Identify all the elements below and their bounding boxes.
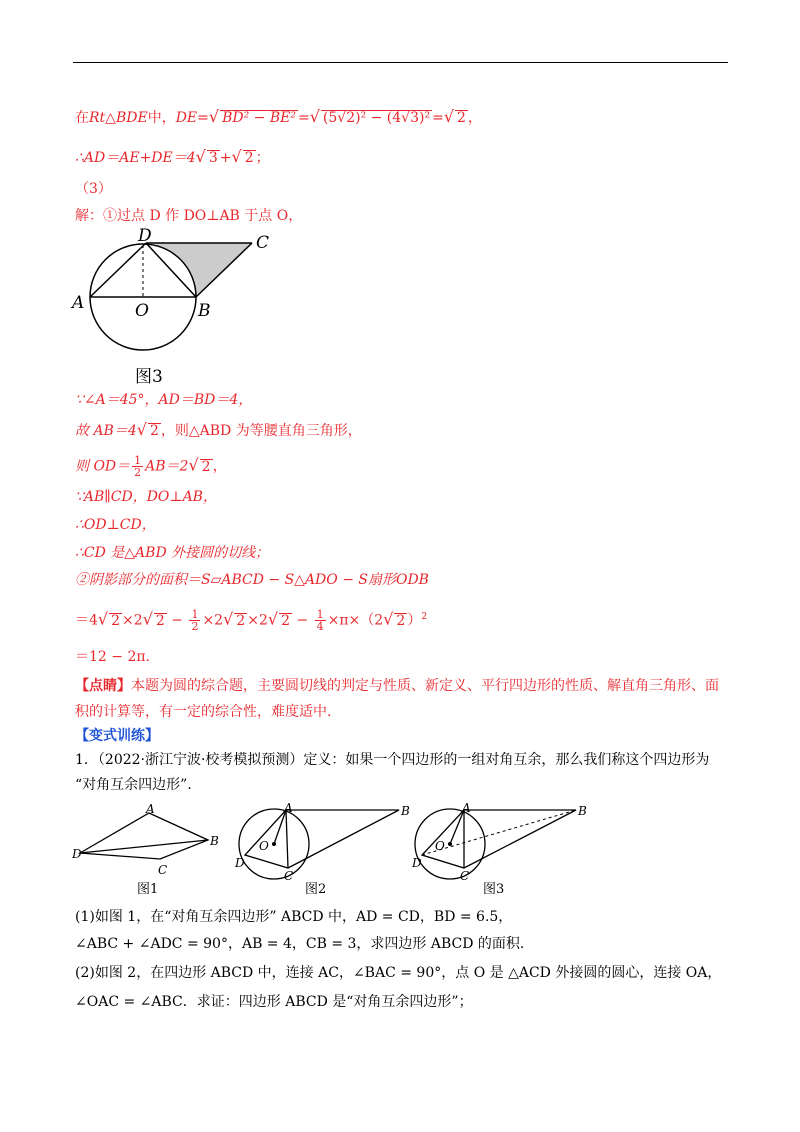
sqrt-expression: 2: [201, 458, 211, 475]
text: 在: [75, 110, 89, 126]
text: 则 OD＝: [75, 458, 131, 475]
label-o: O: [135, 301, 149, 321]
text: 本题为圆的综合题，主要圆切线的判定与性质、新定义、平行四边形的性质、解直角三角形、面: [131, 678, 719, 694]
comment-line-2: 积的计算等，有一定的综合性，难度适中.: [75, 704, 332, 720]
fraction: [132, 455, 143, 478]
text: =: [297, 110, 310, 126]
solution-line-9: ∴OD⊥CD，: [75, 517, 156, 533]
text: BDE: [115, 110, 148, 126]
text: ∴AD＝AE+DE＝4: [75, 150, 196, 166]
text: ；: [255, 150, 270, 166]
sqrt-expression: 2: [149, 423, 159, 439]
fig1-label-b: B: [210, 834, 219, 848]
sqrt-expression: 2: [155, 612, 165, 629]
figure-3-circle-diagram: [70, 225, 290, 385]
figure-3-circle: [411, 801, 587, 883]
text: ×2: [247, 612, 268, 629]
label-a: A: [72, 293, 85, 313]
solution-line-13: ＝12 − 2π.: [75, 649, 151, 665]
sqrt-expression: 2: [111, 612, 121, 629]
fig2-label-o: O: [259, 839, 269, 853]
question-1-part-2-line-2: ∠OAC = ∠ABC．求证：四边形 ABCD 是“对角互余四边形”；: [75, 994, 473, 1010]
fig1-label-c: C: [158, 863, 168, 877]
sqrt-expression: 2: [457, 110, 466, 126]
fig3-label-d: D: [412, 856, 422, 870]
text: ＝4: [75, 612, 98, 629]
solution-line-12: ＝4√ 2 ×2√ 2 − $\frac{1}{2}$ ×2√ 2 ×2√ 2 − $\frac{1}{4}$ ×π×（2√ 2 ）$^2$: [75, 608, 428, 634]
denominator: 2: [191, 620, 199, 634]
sqrt-expression: 3: [208, 150, 218, 166]
solution-line-2: ∴AD＝AE+DE＝4√ 3 +√ 2 ；: [75, 147, 270, 166]
text: =: [197, 110, 209, 126]
denominator: 2: [134, 466, 142, 479]
solution-line-1: 在Rt△BDE中，DE=√ BD² − BE² =√ (5√2)² − (4√3)² =√ 2 ，: [75, 107, 482, 126]
question-1-line-1: 1．（2022·浙江宁波·校考模拟预测）定义：如果一个四边形的一组对角互余，那么我们称这个四边形为: [75, 752, 710, 768]
sqrt-expression: 2: [281, 612, 290, 629]
figure-1-kite: [71, 802, 219, 877]
fig3-label-a: A: [462, 801, 471, 815]
figure-2-circle: [234, 801, 410, 883]
figure-3-caption: 图3: [135, 367, 163, 387]
solution-line-8: ∵AB∥CD，DO⊥AB，: [75, 489, 217, 505]
sqrt-expression: 2: [236, 612, 246, 629]
sqrt-expression: BD² − BE²: [222, 110, 296, 126]
text: 中，: [147, 110, 176, 126]
fig2-label-c: C: [284, 869, 294, 883]
superscript: 2: [421, 612, 428, 622]
label-d: D: [138, 226, 152, 246]
numerator: 1: [316, 608, 324, 622]
sqrt-expression: 2: [396, 612, 406, 629]
solution-line-3: （3）: [75, 181, 112, 197]
sqrt-expression: 2: [244, 150, 254, 166]
comment-tag: 【点睛】: [75, 678, 131, 694]
solution-line-11: ②阴影部分的面积＝S▱ABCD − S△ADO − S扇形ODB: [75, 572, 429, 588]
text: −: [291, 612, 313, 629]
text: AB＝2: [145, 458, 189, 475]
text: ，则△ABD 为等腰直角三角形，: [160, 423, 362, 439]
label-c: C: [256, 233, 270, 253]
fig3-label-b: B: [578, 804, 587, 818]
header-rule: [73, 62, 728, 63]
fig3-label-c: C: [460, 869, 470, 883]
comment-line-1: [75, 677, 719, 695]
text: =: [432, 110, 444, 126]
question-fig1-caption: 图1: [137, 882, 159, 897]
solution-line-7: 则 OD＝ $\frac{1}{2}$ AB＝2√ 2 ，: [75, 454, 227, 479]
solution-line-4: 解：①过点 D 作 DO⊥AB 于点 O，: [75, 208, 303, 224]
label-b: B: [198, 301, 211, 321]
question-1-part-1-line-2: ∠ABC + ∠ADC = 90°，AB = 4，CB = 3，求四边形 ABCD 的面积．: [75, 936, 534, 952]
fig3-label-o: O: [435, 839, 445, 853]
text: ，: [212, 458, 227, 475]
text: 故 AB＝4: [75, 423, 137, 439]
solution-line-5: ∵∠A＝45°，AD＝BD＝4，: [75, 392, 253, 408]
question-1-part-2-line-1: (2)如图 2，在四边形 ABCD 中，连接 AC，∠BAC = 90°，点 O 是 △ACD 外接圆的圆心，连接 OA，: [75, 965, 722, 981]
fig1-label-d: D: [72, 847, 82, 861]
fraction: [315, 609, 326, 632]
fraction: [189, 609, 200, 632]
text: Rt: [89, 110, 106, 126]
fig2-label-a: A: [284, 801, 293, 815]
denominator: 4: [316, 620, 324, 634]
text: ×2: [202, 612, 224, 629]
question-fig3-caption: 图3: [483, 882, 505, 897]
text: +: [219, 150, 232, 166]
question-1-line-2: “对角互余四边形”．: [75, 777, 202, 793]
variant-training-heading: 【变式训练】: [75, 728, 159, 744]
text: ）: [407, 612, 422, 629]
fig1-label-a: A: [146, 802, 155, 816]
question-fig2-caption: 图2: [305, 882, 327, 897]
text: ×2: [122, 612, 143, 629]
numerator: 1: [134, 454, 142, 467]
fig2-label-b: B: [401, 804, 410, 818]
solution-line-10: ∴CD 是△ABD 外接圆的切线；: [75, 545, 270, 561]
text: DE: [175, 110, 198, 126]
question-1-part-1-line-1: (1)如图 1，在“对角互余四边形” ABCD 中，AD = CD，BD = 6.5，: [75, 909, 513, 925]
fig2-label-d: D: [235, 856, 245, 870]
solution-line-6: 故 AB＝4√ 2 ，则△ABD 为等腰直角三角形，: [75, 420, 362, 439]
numerator: 1: [191, 608, 199, 622]
sqrt-expression: (5√2)² − (4√3)²: [322, 110, 431, 126]
text: ，: [467, 110, 482, 126]
text: △: [105, 110, 116, 126]
text: −: [166, 612, 188, 629]
question-figures: [70, 800, 730, 900]
text: ×π×（2: [327, 612, 384, 629]
